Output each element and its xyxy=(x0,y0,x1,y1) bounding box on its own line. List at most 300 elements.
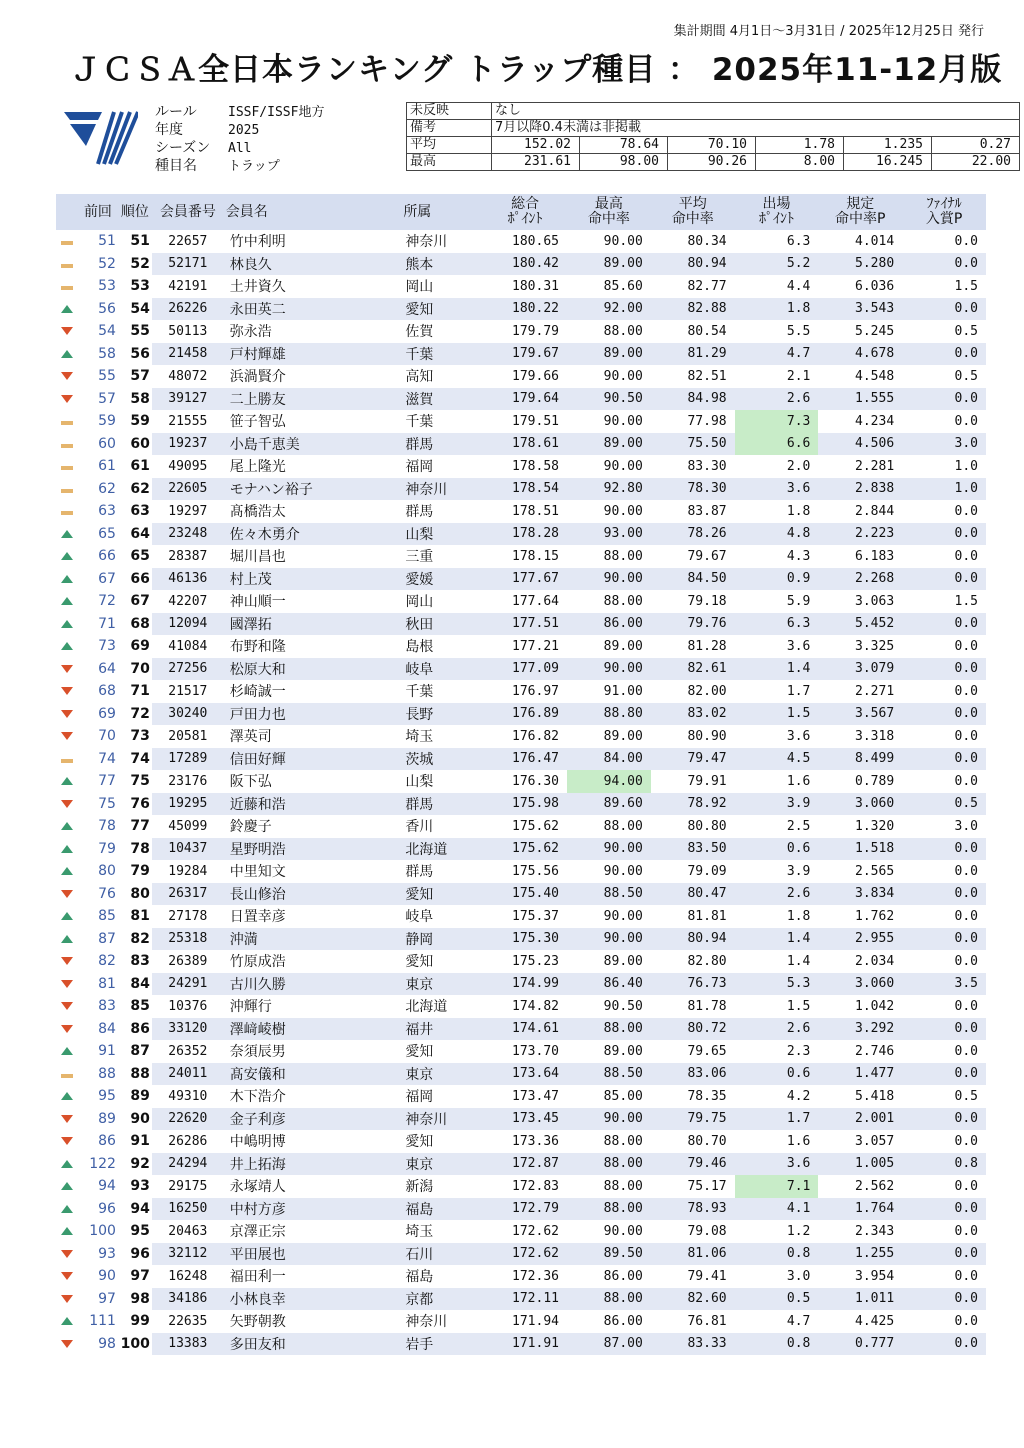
cell-rank: 64 xyxy=(130,525,150,542)
cell-rank: 78 xyxy=(130,840,150,857)
trend-up-icon xyxy=(61,642,73,650)
cell-fin: 0.0 xyxy=(902,613,986,636)
cell-name: 平田展也 xyxy=(224,1243,402,1266)
cell-app: 1.8 xyxy=(786,908,811,924)
cell-app: 2.6 xyxy=(735,1018,819,1041)
trend-cell xyxy=(56,815,78,838)
trend-same-icon xyxy=(61,759,73,763)
trend-down-icon xyxy=(61,1025,73,1033)
cell-rank: 77 xyxy=(130,818,150,835)
cell-fin: 0.5 xyxy=(954,368,978,384)
cell-app: 2.6 xyxy=(735,388,819,411)
trend-up-icon xyxy=(61,1182,73,1190)
cell-total: 178.28 xyxy=(483,523,567,546)
cell-avg: 80.34 xyxy=(687,233,727,249)
cell-prev: 58 xyxy=(98,345,116,362)
cell-prev: 80 xyxy=(98,863,116,880)
cell-fin: 0.0 xyxy=(902,1243,986,1266)
trend-same-icon xyxy=(61,264,73,268)
trend-cell xyxy=(56,928,78,951)
cell-fin: 0.0 xyxy=(954,863,978,879)
summary-stats-table xyxy=(406,102,1020,171)
cell-app: 5.9 xyxy=(786,593,811,609)
trend-cell xyxy=(56,500,78,523)
cell-avg: 80.72 xyxy=(651,1018,735,1041)
cell-id: 39127 xyxy=(152,388,224,411)
cell-total: 173.36 xyxy=(512,1133,559,1149)
cell-avg: 82.80 xyxy=(687,953,727,969)
trend-up-icon xyxy=(61,575,73,583)
cell-avg: 83.50 xyxy=(651,838,735,861)
cell-fin: 3.0 xyxy=(954,818,978,834)
cell-fin: 0.5 xyxy=(902,793,986,816)
cell-rank: 51 xyxy=(130,233,150,250)
cell-name: 國澤拓 xyxy=(224,613,402,636)
header-avg-hit: 平均 命中率 xyxy=(651,194,735,230)
header-final: ﾌｧｲﾅﾙ 入賞P xyxy=(902,194,986,230)
table-row xyxy=(56,568,986,591)
cell-total: 172.62 xyxy=(483,1243,567,1266)
cell-rule: 1.555 xyxy=(818,388,902,411)
cell-pref: 岡山 xyxy=(405,279,434,296)
table-row xyxy=(56,680,986,703)
meta-season: シーズン All xyxy=(155,140,252,156)
cell-total: 174.99 xyxy=(483,973,567,996)
cell-total: 180.31 xyxy=(512,278,559,294)
cell-app: 2.3 xyxy=(786,1043,811,1059)
table-row xyxy=(56,1198,986,1221)
cell-name: 井上拓海 xyxy=(224,1153,402,1176)
trend-up-icon xyxy=(61,350,73,358)
cell-name: 小島千恵美 xyxy=(224,433,402,456)
cell-prev: 87 xyxy=(98,930,116,947)
cell-rule: 2.838 xyxy=(818,478,902,501)
cell-rule: 2.343 xyxy=(855,1223,895,1239)
cell-pref: 三重 xyxy=(405,549,434,566)
cell-avg: 79.46 xyxy=(651,1153,735,1176)
trend-down-icon xyxy=(61,372,73,380)
cell-id: 28387 xyxy=(168,548,208,564)
cell-rule: 2.562 xyxy=(855,1178,895,1194)
cell-rule: 4.678 xyxy=(818,343,902,366)
cell-max: 84.00 xyxy=(567,748,651,771)
cell-name: 小林良幸 xyxy=(224,1288,402,1311)
cell-prev: 69 xyxy=(98,705,116,722)
cell-max: 86.00 xyxy=(603,1268,643,1284)
cell-rank: 96 xyxy=(130,1245,150,1262)
cell-app: 0.6 xyxy=(735,838,819,861)
cell-id: 24291 xyxy=(152,973,224,996)
cell-rank: 59 xyxy=(130,413,150,430)
cell-pref: 群馬 xyxy=(405,864,434,881)
cell-app: 1.5 xyxy=(786,998,811,1014)
cell-prev: 94 xyxy=(98,1178,116,1195)
cell-rank: 69 xyxy=(130,638,150,655)
cell-rule: 2.281 xyxy=(855,458,895,474)
note-value: 7月以降0.4未満は非掲載 xyxy=(492,120,1020,137)
cell-name: 戸田力也 xyxy=(224,703,402,726)
cell-rank: 80 xyxy=(130,885,150,902)
cell-max: 89.00 xyxy=(567,343,651,366)
trend-down-icon xyxy=(61,957,73,965)
cell-pref: 静岡 xyxy=(401,928,483,951)
cell-prev: 65 xyxy=(98,525,116,542)
cell-rank: 72 xyxy=(130,705,150,722)
cell-rank: 95 xyxy=(130,1223,150,1240)
trend-up-icon xyxy=(61,1092,73,1100)
cell-pref: 群馬 xyxy=(401,433,483,456)
meta-rule: ルール ISSF/ISSF地方 xyxy=(155,104,325,120)
cell-prev: 72 xyxy=(98,593,116,610)
trend-cell xyxy=(56,455,78,478)
table-row xyxy=(56,1085,986,1108)
cell-name: 金子利彦 xyxy=(224,1108,402,1131)
cell-prev: 71 xyxy=(98,615,116,632)
cell-prev: 57 xyxy=(98,390,116,407)
cell-fin: 0.0 xyxy=(902,1288,986,1311)
cell-rank: 55 xyxy=(130,323,150,340)
cell-avg: 79.47 xyxy=(651,748,735,771)
cell-prev: 64 xyxy=(98,660,116,677)
cell-max: 89.00 xyxy=(567,253,651,276)
meta-event: 種目名 トラップ xyxy=(155,158,280,174)
cell-rank: 85 xyxy=(130,998,150,1015)
table-row xyxy=(56,658,986,681)
cell-total: 174.82 xyxy=(512,998,559,1014)
cell-total: 176.30 xyxy=(512,773,559,789)
cell-max: 88.50 xyxy=(567,1063,651,1086)
cell-rule: 1.477 xyxy=(818,1063,902,1086)
cell-rule: 3.325 xyxy=(855,638,895,654)
table-row xyxy=(56,883,986,906)
cell-name: 二上勝友 xyxy=(224,388,402,411)
cell-rank: 97 xyxy=(130,1268,150,1285)
table-row xyxy=(56,1130,986,1153)
cell-id: 19284 xyxy=(168,863,208,879)
cell-max: 88.00 xyxy=(567,1018,651,1041)
cell-avg: 76.81 xyxy=(687,1313,727,1329)
cell-max: 88.00 xyxy=(603,818,643,834)
cell-id: 22620 xyxy=(152,1108,224,1131)
cell-prev: 98 xyxy=(98,1335,116,1352)
cell-max: 89.00 xyxy=(603,1043,643,1059)
cell-fin: 0.0 xyxy=(902,523,986,546)
cell-rank: 57 xyxy=(130,368,150,385)
cell-app: 4.1 xyxy=(735,1198,819,1221)
cell-app: 0.8 xyxy=(735,1243,819,1266)
cell-total: 176.82 xyxy=(512,728,559,744)
cell-app: 1.7 xyxy=(735,1108,819,1131)
cell-pref: 新潟 xyxy=(405,1179,434,1196)
cell-rule: 3.543 xyxy=(818,298,902,321)
cell-pref: 埼玉 xyxy=(405,1224,434,1241)
cell-prev: 91 xyxy=(98,1043,116,1060)
cell-id: 10376 xyxy=(168,998,208,1014)
cell-max: 94.00 xyxy=(567,770,651,793)
cell-pref: 神奈川 xyxy=(401,478,483,501)
cell-id: 45099 xyxy=(168,818,208,834)
cell-name: 髙安儀和 xyxy=(224,1063,402,1086)
table-row xyxy=(56,230,986,253)
cell-rank: 53 xyxy=(130,278,150,295)
trend-cell xyxy=(56,860,78,883)
trend-down-icon xyxy=(61,687,73,695)
cell-rule: 1.005 xyxy=(818,1153,902,1176)
cell-pref: 群馬 xyxy=(405,504,434,521)
cell-prev: 83 xyxy=(98,998,116,1015)
cell-prev: 59 xyxy=(98,413,116,430)
cell-name: 弥永浩 xyxy=(229,324,272,341)
max-row: 最高 231.61 98.00 90.26 8.00 16.245 22.00 xyxy=(407,154,1020,171)
unreflected-label: 未反映 xyxy=(407,103,492,120)
cell-rank: 66 xyxy=(130,570,150,587)
cell-fin: 0.0 xyxy=(902,658,986,681)
trend-same-icon xyxy=(61,421,73,425)
trend-cell xyxy=(56,1265,78,1288)
cell-fin: 3.0 xyxy=(902,433,986,456)
trend-cell xyxy=(56,523,78,546)
cell-id: 49310 xyxy=(168,1088,208,1104)
cell-name: 中里知文 xyxy=(229,864,286,881)
trend-cell xyxy=(56,1220,78,1243)
cell-pref: 滋賀 xyxy=(401,388,483,411)
cell-total: 175.37 xyxy=(512,908,559,924)
trend-same-icon xyxy=(61,1074,73,1078)
cell-prev: 77 xyxy=(98,773,116,790)
cell-prev: 54 xyxy=(98,323,116,340)
header-name: 会員名 xyxy=(224,194,402,230)
cell-name: 阪下弘 xyxy=(229,774,272,791)
cell-name: 多田友和 xyxy=(224,1333,402,1356)
cell-app: 4.7 xyxy=(735,343,819,366)
cell-rank: 67 xyxy=(130,593,150,610)
cell-name: 布野和隆 xyxy=(229,639,286,656)
cell-fin: 0.0 xyxy=(902,253,986,276)
cell-id: 22605 xyxy=(152,478,224,501)
cell-avg: 79.76 xyxy=(651,613,735,636)
header-total: 総合 ﾎﾟｲﾝﾄ xyxy=(483,194,567,230)
cell-fin: 0.0 xyxy=(954,998,978,1014)
cell-rule: 3.060 xyxy=(818,793,902,816)
table-row xyxy=(56,1265,986,1288)
cell-total: 178.51 xyxy=(512,503,559,519)
table-row xyxy=(56,590,986,613)
cell-app: 1.8 xyxy=(786,503,811,519)
cell-name: 鈴慶子 xyxy=(229,819,272,836)
cell-avg: 79.09 xyxy=(687,863,727,879)
trend-down-icon xyxy=(61,1295,73,1303)
cell-id: 24294 xyxy=(152,1153,224,1176)
cell-max: 90.00 xyxy=(603,908,643,924)
cell-rank: 91 xyxy=(130,1133,150,1150)
cell-total: 176.97 xyxy=(512,683,559,699)
cell-prev: 95 xyxy=(98,1088,116,1105)
table-row xyxy=(56,1018,986,1041)
header-rank: 順位 xyxy=(118,194,152,230)
cell-rule: 1.255 xyxy=(818,1243,902,1266)
cell-max: 90.00 xyxy=(567,838,651,861)
table-row xyxy=(56,1063,986,1086)
cell-fin: 1.0 xyxy=(954,458,978,474)
cell-avg: 80.70 xyxy=(687,1133,727,1149)
cell-app: 3.6 xyxy=(735,1153,819,1176)
cell-fin: 0.0 xyxy=(954,1268,978,1284)
trend-same-icon xyxy=(61,511,73,515)
cell-total: 173.70 xyxy=(512,1043,559,1059)
table-row xyxy=(56,1040,986,1063)
cell-name: 髙橋浩太 xyxy=(229,504,286,521)
cell-rule: 2.034 xyxy=(855,953,895,969)
trend-up-icon xyxy=(61,530,73,538)
cell-app: 6.3 xyxy=(786,233,811,249)
cell-rank: 86 xyxy=(130,1020,150,1037)
ranking-body xyxy=(56,230,986,1355)
cell-app: 3.6 xyxy=(786,728,811,744)
cell-rank: 81 xyxy=(130,908,150,925)
cell-max: 92.80 xyxy=(567,478,651,501)
cell-name: 近藤和浩 xyxy=(224,793,402,816)
table-row xyxy=(56,905,986,928)
trend-cell xyxy=(56,1063,78,1086)
trend-down-icon xyxy=(61,1115,73,1123)
cell-max: 90.00 xyxy=(603,1223,643,1239)
cell-id: 30240 xyxy=(152,703,224,726)
cell-max: 85.00 xyxy=(603,1088,643,1104)
cell-app: 0.9 xyxy=(735,568,819,591)
cell-avg: 79.18 xyxy=(687,593,727,609)
cell-fin: 0.0 xyxy=(954,1223,978,1239)
cell-max: 90.00 xyxy=(567,928,651,951)
cell-pref: 島根 xyxy=(405,639,434,656)
trend-cell xyxy=(56,230,78,253)
cell-pref: 石川 xyxy=(401,1243,483,1266)
cell-total: 172.62 xyxy=(512,1223,559,1239)
cell-prev: 67 xyxy=(98,570,116,587)
cell-max: 88.80 xyxy=(567,703,651,726)
cell-fin: 0.8 xyxy=(902,1153,986,1176)
cell-avg: 81.06 xyxy=(651,1243,735,1266)
cell-pref: 千葉 xyxy=(401,343,483,366)
cell-rank: 89 xyxy=(130,1088,150,1105)
cell-id: 19295 xyxy=(152,793,224,816)
trend-cell xyxy=(56,703,78,726)
cell-name: 松原大和 xyxy=(224,658,402,681)
cell-app: 1.2 xyxy=(786,1223,811,1239)
cell-rule: 5.452 xyxy=(818,613,902,636)
cell-total: 172.36 xyxy=(512,1268,559,1284)
cell-max: 90.50 xyxy=(603,998,643,1014)
cell-id: 52171 xyxy=(152,253,224,276)
cell-pref: 岩手 xyxy=(401,1333,483,1356)
cell-prev: 53 xyxy=(98,278,116,295)
cell-rule: 1.764 xyxy=(818,1198,902,1221)
trend-cell xyxy=(56,1333,78,1356)
cell-max: 89.00 xyxy=(567,433,651,456)
cell-max: 89.00 xyxy=(603,953,643,969)
cell-id: 20463 xyxy=(168,1223,208,1239)
table-row xyxy=(56,1108,986,1131)
issue-line: 集計期間 4月1日〜3月31日 / 2025年12月25日 発行 xyxy=(673,24,984,39)
cell-rank: 100 xyxy=(120,1335,150,1352)
cell-pref: 山梨 xyxy=(405,774,434,791)
cell-rule: 3.292 xyxy=(818,1018,902,1041)
cell-avg: 82.61 xyxy=(651,658,735,681)
cell-avg: 78.35 xyxy=(687,1088,727,1104)
cell-fin: 0.0 xyxy=(902,883,986,906)
cell-app: 3.9 xyxy=(786,863,811,879)
cell-id: 19297 xyxy=(168,503,208,519)
cell-app: 0.8 xyxy=(735,1333,819,1356)
cell-id: 12094 xyxy=(152,613,224,636)
cell-max: 88.00 xyxy=(603,1178,643,1194)
cell-rule: 2.746 xyxy=(855,1043,895,1059)
trend-cell xyxy=(56,590,78,613)
cell-id: 21517 xyxy=(168,683,208,699)
cell-prev: 78 xyxy=(98,818,116,835)
cell-avg: 79.91 xyxy=(687,773,727,789)
cell-rule: 4.425 xyxy=(855,1313,895,1329)
cell-rule: 3.063 xyxy=(855,593,895,609)
cell-avg: 83.33 xyxy=(651,1333,735,1356)
cell-max: 88.50 xyxy=(567,883,651,906)
cell-app: 6.6 xyxy=(735,433,819,456)
cell-name: 木下浩介 xyxy=(229,1089,286,1106)
cell-id: 33120 xyxy=(152,1018,224,1041)
cell-rank: 68 xyxy=(130,615,150,632)
cell-prev: 81 xyxy=(98,975,116,992)
cell-fin: 0.0 xyxy=(902,568,986,591)
table-row xyxy=(56,995,986,1018)
cell-id: 26352 xyxy=(168,1043,208,1059)
cell-avg: 81.29 xyxy=(651,343,735,366)
cell-avg: 82.60 xyxy=(651,1288,735,1311)
cell-fin: 0.0 xyxy=(954,413,978,429)
cell-total: 180.22 xyxy=(483,298,567,321)
trend-cell xyxy=(56,568,78,591)
cell-prev: 88 xyxy=(98,1065,116,1082)
table-row xyxy=(56,455,986,478)
cell-prev: 63 xyxy=(98,503,116,520)
cell-avg: 78.30 xyxy=(651,478,735,501)
cell-total: 176.47 xyxy=(483,748,567,771)
cell-pref: 福岡 xyxy=(405,459,434,476)
cell-prev: 100 xyxy=(89,1223,116,1240)
cell-pref: 愛媛 xyxy=(401,568,483,591)
cell-prev: 52 xyxy=(98,255,116,272)
trend-down-icon xyxy=(61,327,73,335)
cell-avg: 82.00 xyxy=(687,683,727,699)
cell-rule: 6.183 xyxy=(855,548,895,564)
cell-name: 堀川昌也 xyxy=(229,549,286,566)
cell-avg: 81.78 xyxy=(687,998,727,1014)
cell-rule: 4.548 xyxy=(855,368,895,384)
cell-name: 佐々木勇介 xyxy=(224,523,402,546)
cell-app: 2.1 xyxy=(786,368,811,384)
cell-pref: 福井 xyxy=(401,1018,483,1041)
trend-cell xyxy=(56,478,78,501)
cell-app: 2.6 xyxy=(735,883,819,906)
cell-max: 90.00 xyxy=(603,458,643,474)
cell-avg: 82.51 xyxy=(687,368,727,384)
cell-rule: 4.506 xyxy=(818,433,902,456)
cell-app: 1.5 xyxy=(735,703,819,726)
cell-rank: 82 xyxy=(130,930,150,947)
cell-max: 88.00 xyxy=(567,1198,651,1221)
cell-rule: 1.518 xyxy=(818,838,902,861)
cell-app: 7.1 xyxy=(735,1175,819,1198)
cell-pref: 長野 xyxy=(401,703,483,726)
trend-cell xyxy=(56,995,78,1018)
